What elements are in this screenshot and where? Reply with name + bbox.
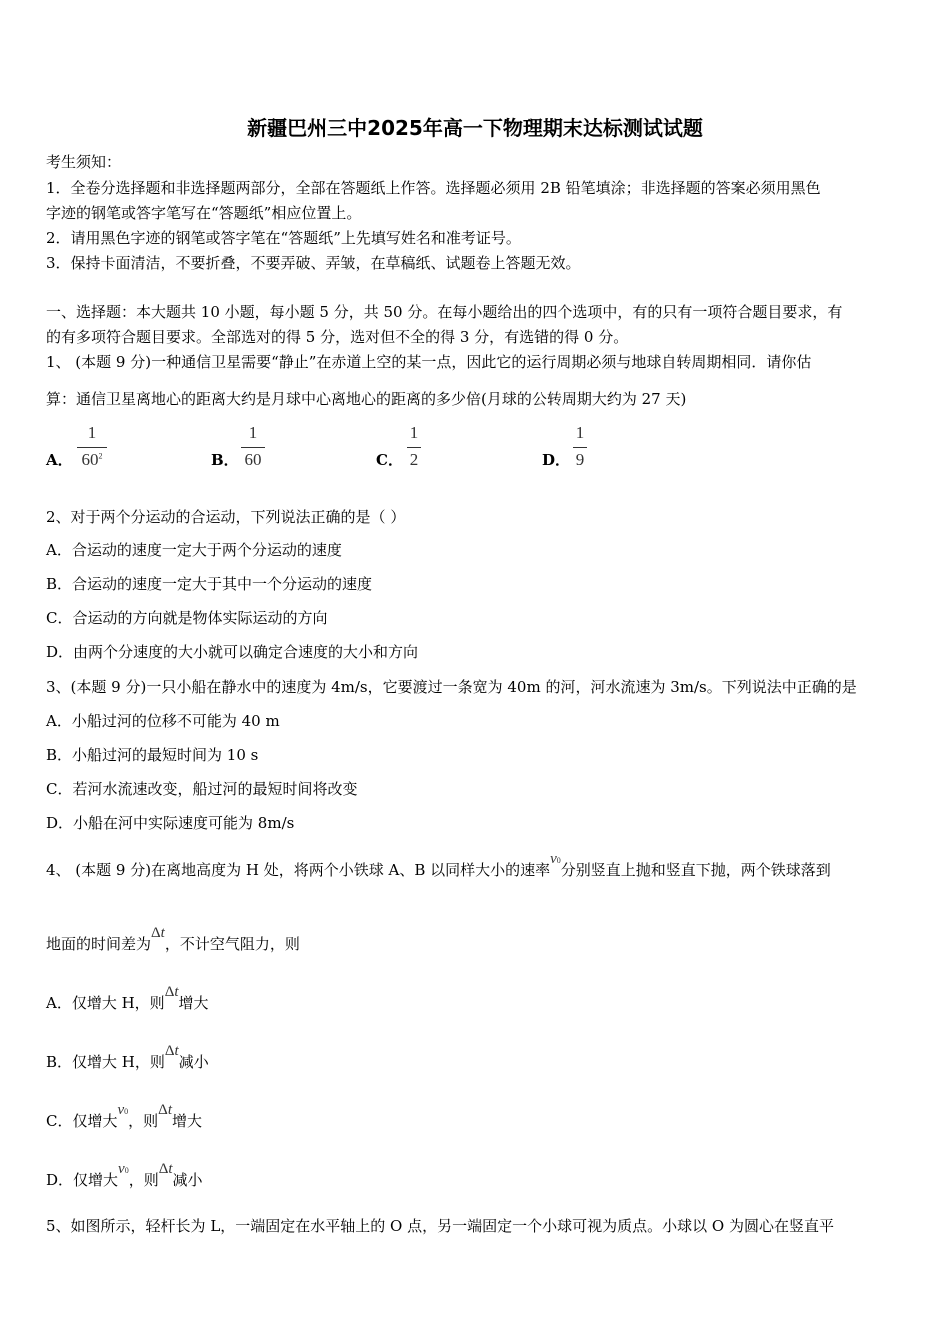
q4-option-a-part1: A．仅增大 H，则 <box>46 994 165 1012</box>
page-title: 新疆巴州三中2025年高一下物理期末达标测试试题 <box>247 116 703 140</box>
v-subscript: 0 <box>124 1107 129 1116</box>
q3-option-d: D．小船在河中实际速度可能为 8m/s <box>46 814 295 832</box>
fraction-numerator: 1 <box>575 423 585 442</box>
delta-glyph: Δ <box>158 1161 169 1177</box>
q1-option-d-fraction <box>573 423 587 469</box>
q1-stem-a: 1、 (本题 9 分)一种通信卫星需要“静止”在赤道上空的某一点，因此它的运行周期必须与地球自转周期相同．请你估 <box>46 353 812 371</box>
q4-option-b <box>46 1043 906 1073</box>
section-intro-b: 的有多项符合题目要求。全部选对的得 5 分，选对但不全的得 3 分，有选错的得 0 分。 <box>46 328 629 346</box>
q1-option-b-fraction <box>241 423 265 469</box>
t-letter: t <box>167 1102 172 1118</box>
notice-item-1b: 字迹的钢笔或答字笔写在“答题纸”相应位置上。 <box>46 204 362 222</box>
delta-glyph: Δ <box>151 925 161 941</box>
q2-stem: 2、对于两个分运动的合运动，下列说法正确的是（ ） <box>46 508 406 526</box>
q1-option-a-fraction <box>77 423 107 469</box>
section-intro-a: 一、选择题：本大题共 10 小题，每小题 5 分，共 50 分。在每小题给出的四个选项中，有的只有一项符合题目要求，有 <box>46 303 843 321</box>
q4-option-c-part1: C．仅增大 <box>46 1112 118 1130</box>
v0-symbol <box>117 1102 128 1118</box>
notice-heading: 考生须知： <box>46 153 122 171</box>
delta-t-symbol <box>165 1043 179 1059</box>
q3-stem: 3、(本题 9 分)一只小船在静水中的速度为 4m/s，它要渡过一条宽为 40m 的河，河水流速为 3m/s。下列说法中正确的是 <box>46 678 857 696</box>
fraction-bar <box>573 447 587 448</box>
v-letter: v <box>550 851 557 867</box>
fraction-bar <box>241 447 265 448</box>
delta-t-symbol <box>159 1161 173 1177</box>
q5-stem: 5、如图所示，轻杆长为 L，一端固定在水平轴上的 O 点，另一端固定一个小球可视为质点。小球以 O 为圆心在竖直平 <box>46 1217 834 1235</box>
delta-t-symbol <box>158 1102 172 1118</box>
fraction-numerator: 1 <box>409 423 419 442</box>
fraction-denominator <box>77 450 107 470</box>
fraction-numerator: 1 <box>248 423 258 442</box>
q4-option-d <box>46 1161 906 1193</box>
q1-option-c-fraction <box>407 423 421 469</box>
fraction-bar <box>77 447 107 448</box>
t-letter: t <box>168 1161 173 1177</box>
q4-stem-b <box>46 925 906 955</box>
q1-option-d-label: D． <box>542 451 571 469</box>
q3-option-b: B．小船过河的最短时间为 10 s <box>46 746 259 764</box>
q1-stem-b: 算：通信卫星离地心的距离大约是月球中心离地心的距离的多少倍(月球的公转周期大约为 27 天) <box>46 390 687 408</box>
v-letter: v <box>117 1102 125 1118</box>
q1-option-b-label: B． <box>211 451 239 469</box>
q4-stem-b-part2: ，不计空气阻力，则 <box>164 935 300 953</box>
q2-option-d: D．由两个分速度的大小就可以确定合速度的大小和方向 <box>46 643 419 661</box>
q4-stem-a-part1: 4、 (本题 9 分)在离地高度为 H 处，将两个小铁球 A、B 以同样大小的速率 <box>46 861 551 879</box>
delta-glyph: Δ <box>164 1043 175 1059</box>
q4-option-b-part1: B．仅增大 H，则 <box>46 1053 165 1071</box>
v0-symbol <box>118 1161 129 1177</box>
v0-symbol <box>550 851 561 867</box>
delta-glyph: Δ <box>164 984 175 1000</box>
q3-option-c: C．若河水流速改变，船过河的最短时间将改变 <box>46 780 358 798</box>
delta-glyph: Δ <box>158 1102 168 1118</box>
delta-t-symbol <box>151 925 165 941</box>
t-letter: t <box>174 984 179 1000</box>
den-exponent: 2 <box>98 451 103 461</box>
t-letter: t <box>174 1043 179 1059</box>
q4-option-a-part2: 增大 <box>178 994 209 1012</box>
delta-t-symbol <box>165 984 179 1000</box>
notice-item-1a: 1．全卷分选择题和非选择题两部分，全部在答题纸上作答。选择题必须用 2B 铅笔填涂；非选择题的答案必须用黑色 <box>46 179 821 197</box>
fraction-denominator: 9 <box>575 450 585 469</box>
q4-option-a <box>46 984 906 1014</box>
notice-item-3: 3．保持卡面清洁，不要折叠，不要弄破、弄皱，在草稿纸、试题卷上答题无效。 <box>46 254 581 272</box>
q4-option-c <box>46 1102 906 1134</box>
q2-option-a: A．合运动的速度一定大于两个分运动的速度 <box>46 541 342 559</box>
v-subscript: 0 <box>124 1166 129 1175</box>
q2-option-c: C．合运动的方向就是物体实际运动的方向 <box>46 609 328 627</box>
q3-option-a: A．小船过河的位移不可能为 40 m <box>46 712 280 730</box>
q4-stem-b-part1: 地面的时间差为 <box>46 935 152 953</box>
q1-option-a-label: A． <box>46 451 73 469</box>
fraction-denominator: 60 <box>244 450 262 469</box>
den-value: 60 <box>81 450 99 469</box>
q4-stem-a-part2: 分别竖直上抛和竖直下抛，两个铁球落到 <box>560 861 831 879</box>
q4-stem-a <box>46 851 906 883</box>
t-letter: t <box>160 925 165 941</box>
fraction-bar <box>407 447 421 448</box>
q4-option-d-part2: ，则 <box>128 1171 159 1189</box>
q4-option-c-part2: ，则 <box>128 1112 159 1130</box>
fraction-numerator: 1 <box>87 423 97 442</box>
q4-option-d-part3: 减小 <box>172 1171 203 1189</box>
q2-option-b: B．合运动的速度一定大于其中一个分运动的速度 <box>46 575 373 593</box>
q4-option-b-part2: 减小 <box>178 1053 209 1071</box>
q4-option-c-part3: 增大 <box>172 1112 203 1130</box>
q4-option-d-part1: D．仅增大 <box>46 1171 119 1189</box>
notice-item-2: 2．请用黑色字迹的钢笔或答字笔在“答题纸”上先填写姓名和准考证号。 <box>46 229 521 247</box>
v-subscript: 0 <box>556 856 561 865</box>
q1-option-c-label: C． <box>376 451 403 469</box>
v-letter: v <box>118 1161 125 1177</box>
fraction-denominator: 2 <box>409 450 419 469</box>
